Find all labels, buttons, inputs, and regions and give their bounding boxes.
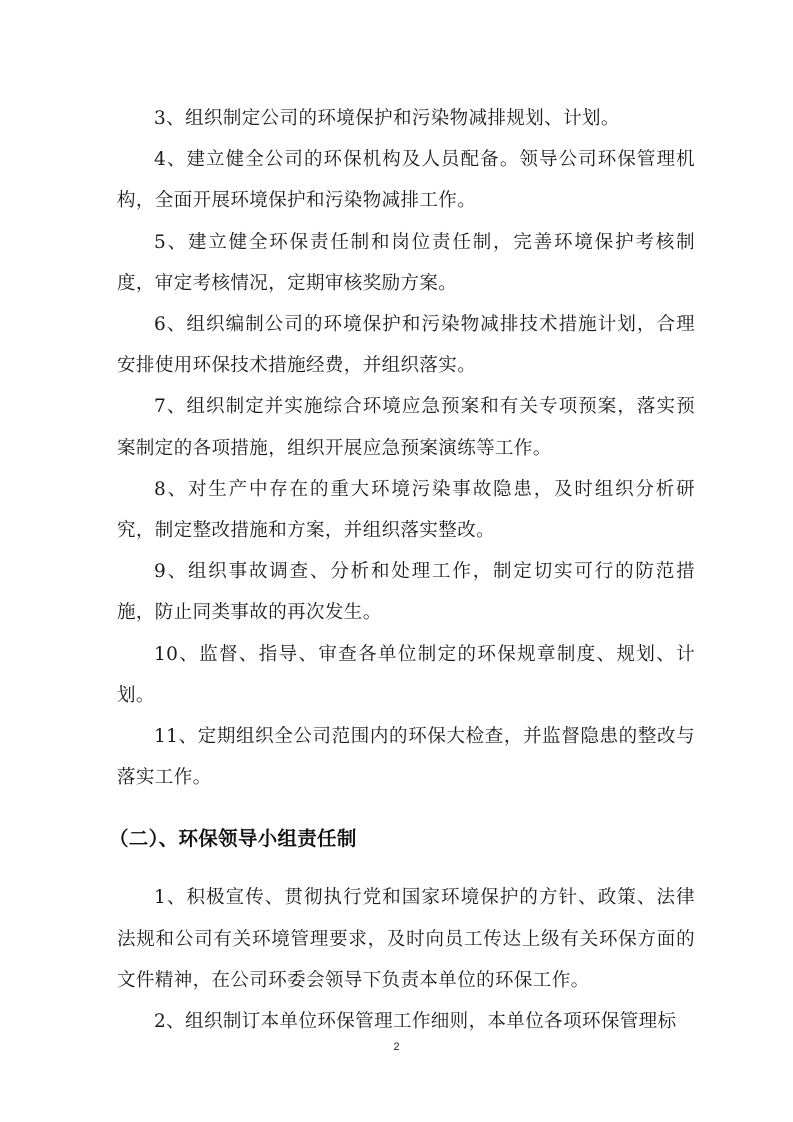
paragraph-item-5: 5、建立健全环保责任制和岗位责任制，完善环境保护考核制度，审定考核情况，定期审核奖励方案。 [117,231,695,294]
paragraph-item-4: 4、建立健全公司的环保机构及人员配备。领导公司环保管理机构，全面开展环境保护和污染物减排工作。 [117,149,695,212]
paragraph-item-6: 6、组织编制公司的环境保护和污染物减排技术措施计划，合理安排使用环保技术措施经费，并组织落实。 [117,314,695,377]
page-number: 2 [393,1041,400,1053]
paragraph-item-2: 2、组织制订本单位环保管理工作细则，本单位各项环保管理标 [154,1011,677,1033]
paragraph-item-7: 7、组织制定并实施综合环境应急预案和有关专项预案，落实预案制定的各项措施，组织开展应急预案演练等工作。 [117,396,695,459]
paragraph-item-1: 1、积极宣传、贯彻执行党和国家环境保护的方针、政策、法律法规和公司有关环境管理要求，及时向员工传达上级有关环保方面的文件精神，在公司环委会领导下负责本单位的环保工作。 [117,887,695,991]
paragraph-item-8: 8、对生产中存在的重大环境污染事故隐患，及时组织分析研究，制定整改措施和方案，并组织落实整改。 [117,478,695,542]
paragraph-item-9: 9、组织事故调查、分析和处理工作，制定切实可行的防范措施，防止同类事故的再次发生。 [117,561,695,624]
paragraph-item-10: 10、监督、指导、审查各单位制定的环保规章制度、规划、计划。 [117,643,695,706]
paragraph-item-3: 3、组织制定公司的环境保护和污染物减排规划、计划。 [154,108,620,129]
section-heading: （二）、环保领导小组责任制 [109,827,357,851]
paragraph-item-11: 11、定期组织全公司范围内的环保大检查，并监督隐患的整改与落实工作。 [117,726,695,789]
page-content [109,98,695,1042]
